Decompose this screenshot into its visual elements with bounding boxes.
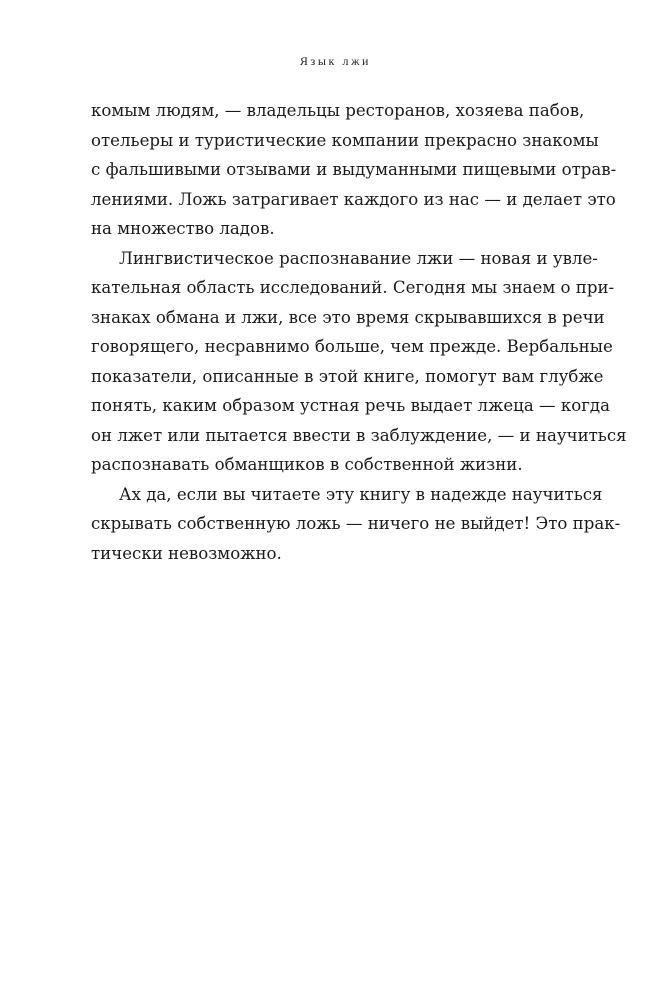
- text-line: Лингвистическое распознавание лжи — новая и увле-: [119, 248, 598, 268]
- paragraph-3: [91, 480, 621, 569]
- text-line: тически невозможно.: [91, 543, 282, 563]
- paragraph-1: [91, 96, 617, 244]
- text-line: знаках обмана и лжи, все это время скрывавшихся в речи: [91, 307, 605, 327]
- text-line: с фальшивыми отзывами и выдуманными пищевыми отрав-: [91, 160, 617, 179]
- text-line: на множество ладов.: [91, 219, 275, 238]
- text-line: скрывать собственную ложь — ничего не выйдет! Это прак-: [91, 514, 621, 533]
- text-line: комым людям, — владельцы ресторанов, хозяева пабов,: [91, 101, 585, 120]
- text-line: показатели, описанные в этой книге, помогут вам глубже: [91, 366, 604, 386]
- body-text: [91, 96, 627, 568]
- text-line: говорящего, несравнимо больше, чем прежде. Вербальные: [91, 337, 613, 356]
- text-line: кательная область исследований. Сегодня мы знаем о при-: [91, 278, 615, 297]
- paragraph-2: [91, 244, 627, 480]
- text-line: Ах да, если вы читаете эту книгу в надежде научиться: [119, 484, 603, 504]
- text-line: понять, каким образом устная речь выдает лжеца — когда: [91, 396, 611, 415]
- running-header: Язык лжи: [299, 54, 372, 68]
- text-line: лениями. Ложь затрагивает каждого из нас — и делает это: [91, 189, 616, 209]
- text-line: распознавать обманщиков в собственной жизни.: [91, 455, 523, 474]
- text-line: он лжет или пытается ввести в заблуждение, — и научиться: [91, 425, 627, 445]
- text-line: отельеры и туристические компании прекрасно знакомы: [91, 130, 599, 150]
